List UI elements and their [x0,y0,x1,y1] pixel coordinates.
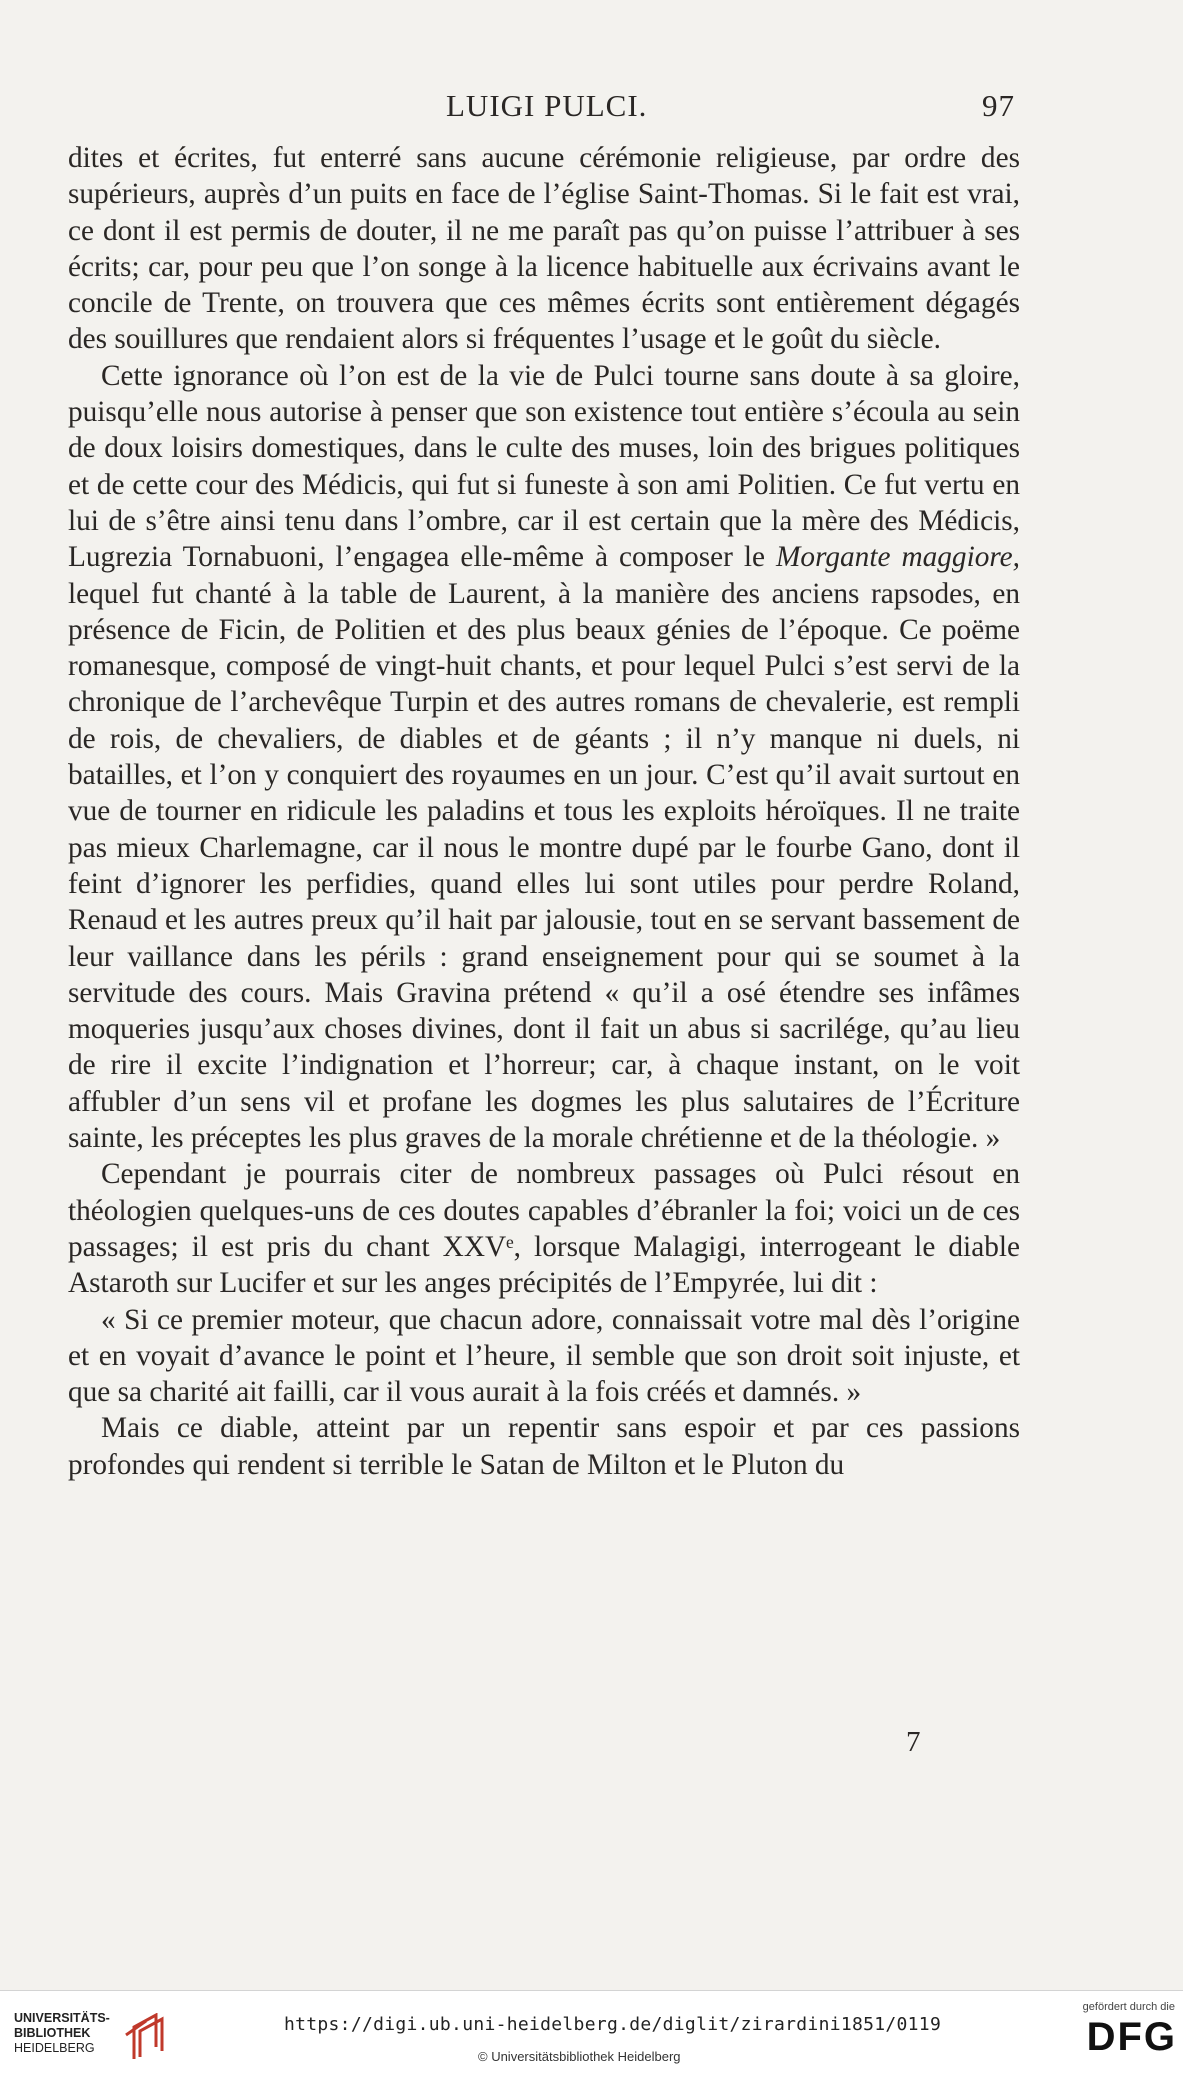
paragraph-4-quotation: « Si ce premier moteur, que chacun adore, connaissait votre mal dès l’origine et en voyait d’avance le point et l’heure, il semble que son droit soit injuste, et que sa charité ait failli, car il vous aurait à la fois créés et damnés. » [68,1303,1020,1409]
paragraph-5: Mais ce diable, atteint par un repentir sans espoir et par ces passions profondes qui rendent si terrible le Satan de Milton et le Pluton du [68,1412,1020,1481]
paragraph-3: Cependant je pourrais citer de nombreux passages où Pulci résout en théologien quelques-uns de ces doutes capables d’ébranler la foi; voici un de ces passages; il est pris du chant XXVᵉ, lorsque Malagigi, interrogeant le diable Astaroth sur Lucifer et sur les anges précipités de l’Empyrée, lui dit : [68,1158,1020,1300]
paragraph-2-text-end: lequel fut chanté à la table de Laurent, à la manière des anciens rapsodes, en présence de Ficin, de Politien et des plus beaux génies de l’époque. Ce poëme romanesque, composé de vingt-huit chants, et pour lequel Pulci s’est servi de la chronique de l’archevêque Turpin et des autres romans de chevalerie, est rempli de rois, de chevaliers, de diables et de géants ; il n’y manque ni duels, ni batailles, et l’on y conquiert des royaumes en un jour. C’est qu’il avait surtout en vue de tourner en ridicule les paladins et tous les exploits héroïques. Il ne traite pas mieux Charlemagne, car il nous le montre dupé par le fourbe Gano, dont il feint d’ignorer les perfidies, quand elles lui sont utiles pour perdre Roland, Renaud et les autres preux qu’il hait par jalousie, tout en se servant bassement de leur vaillance dans les périls : grand enseignement pour qui se soumet à la servitude des cours. Mais Gravina prétend « qu’il a osé étendre ses infâmes moqueries jusqu’aux choses divines, dont il fait un abus si sacrilége, qu’au lieu de rire il excite l’indignation et l’horreur; car, à chaque instant, on le voit affubler d’un sens vil et profane les dogmes les plus salutaires de l’Écriture sainte, les préceptes les plus graves de la morale chrétienne et de la théologie. » [68,577,1020,1155]
library-name-line-3: HEIDELBERG [14,2041,95,2055]
signature-mark: 7 [906,1726,921,1758]
copyright-notice: © Universitätsbibliothek Heidelberg [478,2049,681,2064]
dfg-logo: DFG [1086,2015,1177,2059]
footer-bar [0,1990,1183,2077]
library-mark-icon [120,2013,180,2061]
body-text [68,140,1020,1483]
funder-badge[interactable] [1047,2001,1177,2071]
running-head [0,88,1183,132]
work-title: Morgante maggiore, [776,541,1020,574]
university-library-logo[interactable] [14,2011,174,2067]
funding-note: gefördert durch die [1082,2001,1175,2013]
paragraph-1: dites et écrites, fut enterré sans aucune cérémonie religieuse, par ordre des supérieurs, auprès d’un puits en face de l’église Saint-Thomas. Si le fait est vrai, ce dont il est permis de douter, il ne me paraît pas qu’on puisse l’attribuer à ses écrits; car, pour peu que l’on songe à la licence habituelle aux écrivains avant le concile de Trente, on trouvera que ces mêmes écrits sont entièrement dégagés des souillures que rendaient alors si fréquentes l’usage et le goût du siècle. [68,142,1020,356]
library-name-line-2: BIBLIOTHEK [14,2026,91,2040]
running-title: LUIGI PULCI. [446,88,648,123]
library-name-line-1: UNIVERSITÄTS- [14,2011,110,2025]
paragraph-2 [68,358,1020,1157]
paragraph-2-text-start: Cette ignorance où l’on est de la vie de Pulci tourne sans doute à sa gloire, puisqu’elle nous autorise à penser que son existence tout entière s’écoula au sein de doux loisirs domestiques, dans le culte des muses, loin des brigues politiques et de cette cour des Médicis, qui fut si funeste à son ami Politien. Ce fut vertu en lui de s’être ainsi tenu dans l’ombre, car il est certain que la mère des Médicis, Lugrezia Tornabuoni, l’engagea elle-même à composer le [68,359,1020,574]
library-name [14,2011,110,2056]
page-number: 97 [982,88,1015,123]
permalink-url[interactable]: https://digi.ub.uni-heidelberg.de/diglit/zirardini1851/0119 [284,2014,942,2035]
